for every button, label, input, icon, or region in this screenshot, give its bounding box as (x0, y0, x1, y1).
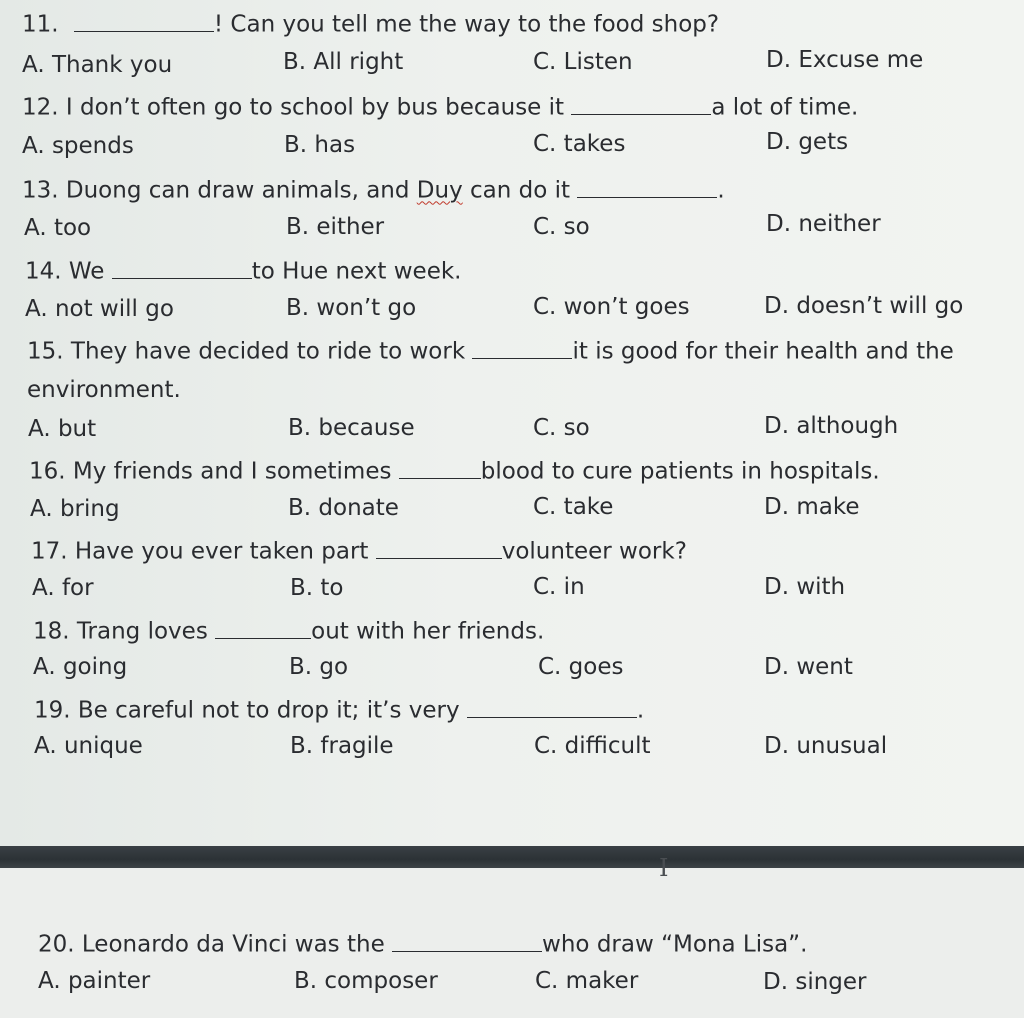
question-number: 18. (33, 618, 70, 645)
question-text: Be careful not to drop it; it’s very (77, 697, 460, 724)
question-text: ! Can you tell me the way to the food shop? (213, 11, 720, 38)
option-d: D. unusual (764, 733, 888, 759)
option-a: A. not will go (25, 296, 174, 322)
answer-blank (392, 930, 542, 952)
question-number: 16. (29, 458, 66, 485)
question-text: Have you ever taken part (74, 538, 369, 565)
option-a: A. Thank you (22, 52, 173, 78)
option-c: C. in (533, 574, 585, 600)
question-number: 20. (38, 931, 75, 958)
spellcheck-flagged-word: Duy (416, 177, 463, 204)
text-cursor-icon: I (659, 854, 669, 882)
answer-blank (467, 696, 637, 718)
option-d: D. singer (763, 969, 867, 995)
option-d: D. doesn’t will go (764, 293, 964, 319)
question-text-end: volunteer work? (501, 538, 687, 565)
question-15-continuation: environment. (27, 377, 181, 403)
question-text: Duong can draw animals, and (65, 177, 410, 204)
question-14 (25, 257, 462, 284)
option-d: D. gets (766, 129, 849, 155)
question-19 (34, 696, 644, 723)
question-text-end: to Hue next week. (251, 258, 462, 285)
option-a: A. unique (34, 733, 143, 759)
option-a: A. spends (22, 133, 134, 159)
option-b: B. donate (288, 495, 399, 521)
question-text-end: out with her friends. (311, 618, 545, 645)
option-b: B. won’t go (286, 295, 417, 321)
question-13 (22, 176, 725, 203)
page-separator-bar (0, 846, 1024, 868)
option-d: D. Excuse me (766, 47, 924, 73)
answer-blank (74, 10, 214, 32)
question-text: Trang loves (76, 618, 208, 645)
option-c: C. so (533, 214, 590, 240)
answer-blank (399, 457, 481, 479)
option-d: D. went (764, 654, 853, 680)
answer-blank (112, 257, 252, 279)
question-number: 11. (22, 11, 59, 38)
option-c: C. take (533, 494, 614, 520)
question-text-end: . (717, 177, 725, 204)
option-d: D. make (764, 494, 860, 520)
option-c: C. Listen (533, 49, 633, 75)
question-number: 13. (22, 177, 59, 204)
option-a: A. for (32, 575, 94, 601)
option-b: B. either (286, 214, 385, 240)
answer-blank (571, 93, 711, 115)
answer-blank (472, 337, 572, 359)
option-c: C. so (533, 415, 590, 441)
question-text-end: who draw “Mona Lisa”. (542, 931, 808, 958)
option-c: C. won’t goes (533, 294, 690, 320)
question-number: 19. (34, 697, 71, 724)
option-d: D. although (764, 413, 899, 439)
question-11 (22, 10, 719, 37)
question-text: We (68, 258, 105, 285)
option-a: A. too (24, 215, 92, 241)
option-c: C. takes (533, 131, 626, 157)
question-12 (22, 93, 858, 120)
option-b: B. has (284, 132, 356, 158)
answer-blank (376, 537, 502, 559)
question-20 (38, 930, 807, 957)
option-b: B. to (290, 575, 344, 601)
question-text: They have decided to ride to work (70, 338, 466, 365)
question-18 (33, 617, 544, 644)
option-c: C. maker (535, 968, 639, 994)
option-c: C. goes (538, 654, 624, 680)
answer-blank (577, 176, 717, 198)
question-16 (29, 457, 880, 484)
question-text-end: a lot of time. (711, 94, 859, 121)
option-b: B. composer (294, 968, 438, 994)
option-b: B. fragile (290, 733, 394, 759)
question-text-end: . (636, 697, 645, 724)
option-a: A. but (28, 416, 97, 442)
question-text-end: it is good for their health and the (572, 338, 954, 365)
option-a: A. bring (30, 496, 120, 522)
question-number: 15. (27, 338, 64, 365)
question-number: 12. (22, 94, 59, 121)
question-number: 14. (25, 258, 62, 285)
answer-blank (215, 617, 311, 639)
option-c: C. difficult (534, 733, 651, 759)
option-d: D. neither (766, 211, 881, 237)
question-text-cont: can do it (470, 177, 571, 204)
question-number: 17. (31, 538, 68, 565)
question-text: Leonardo da Vinci was the (81, 931, 385, 958)
option-d: D. with (764, 574, 846, 600)
question-text: I don’t often go to school by bus because it (65, 94, 565, 121)
option-b: B. All right (283, 49, 404, 75)
option-b: B. because (288, 415, 415, 441)
question-text: My friends and I sometimes (72, 458, 392, 485)
option-a: A. painter (38, 968, 151, 994)
option-a: A. going (33, 654, 128, 680)
question-17 (31, 537, 687, 564)
option-b: B. go (289, 654, 349, 680)
question-15 (27, 337, 954, 364)
question-text-end: blood to cure patients in hospitals. (480, 458, 880, 485)
